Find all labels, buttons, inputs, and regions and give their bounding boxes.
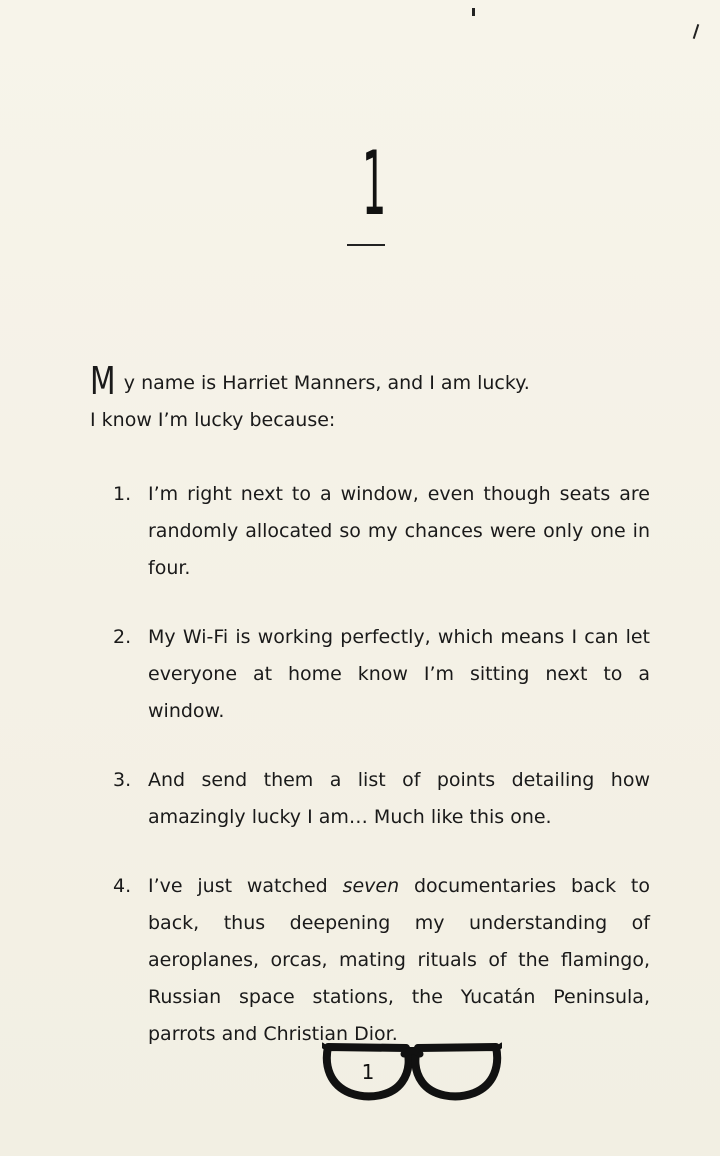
- list-item-text: And send them a list of points detailing how amazingly lucky I am… Much like this one.: [148, 769, 650, 828]
- page-speck: [472, 8, 475, 16]
- list-item-text-before: I’ve just watched: [148, 875, 343, 897]
- chapter-divider: [347, 244, 385, 246]
- list-item: [90, 762, 650, 836]
- opening-line-text: y name is Harriet Manners, and I am lucky.: [123, 372, 530, 394]
- list-item-text: [148, 868, 650, 1053]
- list-item-text-italic: seven: [342, 875, 400, 897]
- list-item-number: 4.: [113, 875, 132, 897]
- list-item: [90, 868, 650, 1053]
- glasses-icon: [322, 1033, 502, 1111]
- drop-cap: M: [90, 359, 116, 403]
- list-item-number: 1.: [113, 483, 132, 505]
- list-item-number: 3.: [113, 769, 132, 791]
- list-item: [90, 476, 650, 587]
- list-item-text-after: documentaries back to back, thus deepening my understanding of aeroplanes, orcas, mating rituals of the flamingo, Russian space stations, the Yucatán Peninsula, parrots and Christian Dior.: [148, 875, 650, 1045]
- lucky-reasons-list: [90, 476, 650, 1053]
- list-item-number: 2.: [113, 626, 132, 648]
- intro-line-2: I know I’m lucky because:: [90, 409, 336, 431]
- page-speck: [693, 24, 700, 39]
- list-item: [90, 619, 650, 730]
- chapter-number: 1: [362, 132, 387, 235]
- body-text: [90, 359, 650, 1085]
- list-item-text: My Wi-Fi is working perfectly, which means I can let everyone at home know I’m sitting next to a window.: [148, 626, 650, 722]
- list-item-text: I’m right next to a window, even though seats are randomly allocated so my chances were only one in four.: [148, 483, 650, 579]
- page-number: 1: [361, 1060, 375, 1084]
- opening-line: [90, 359, 650, 403]
